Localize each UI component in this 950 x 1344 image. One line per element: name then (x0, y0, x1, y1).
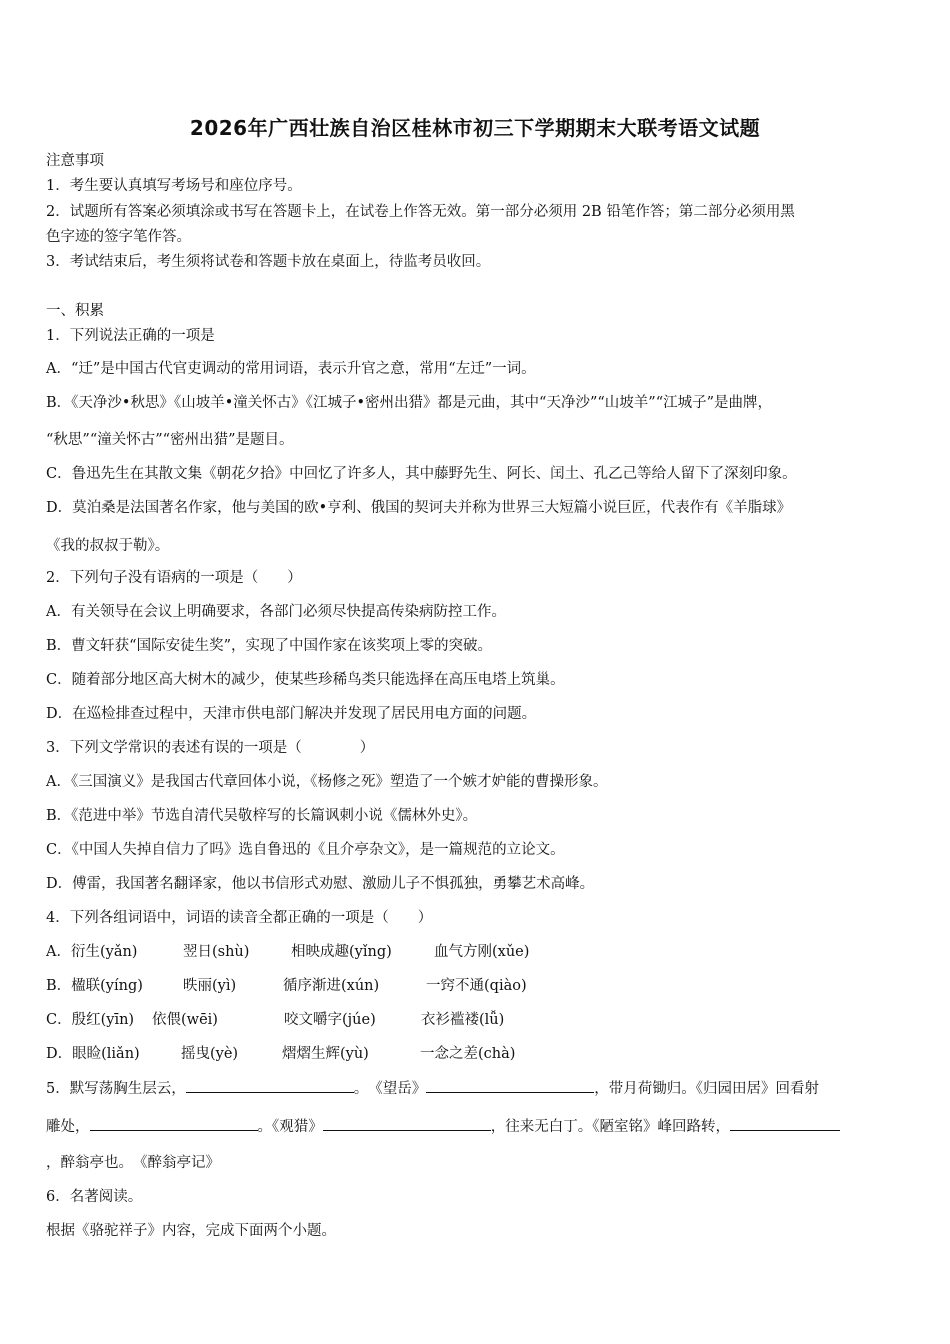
q3-option-b: B．《范进中举》节选自清代吴敬梓写的长篇讽刺小说《儒林外史》。 (46, 808, 478, 824)
q2-option-d: D．在巡检排查过程中，天津市供电部门解决并发现了居民用电方面的问题。 (46, 706, 537, 722)
q1-option-a: A．“迁”是中国古代官吏调动的常用词语，表示升官之意，常用“左迁”一词。 (46, 361, 536, 377)
q1-option-b-cont: “秋思”“潼关怀古”“密州出猎”是题目。 (46, 432, 294, 448)
q3-option-c: C．《中国人失掉自信力了吗》选自鲁迅的《且介亭杂文》，是一篇规范的立论文。 (46, 842, 565, 858)
q1-stem: 1．下列说法正确的一项是 (46, 328, 215, 344)
notice-heading: 注意事项 (46, 153, 104, 169)
q4-word: 衣衫褴褛(lǚ) (421, 1012, 505, 1028)
q3-option-a: A．《三国演义》是我国古代章回体小说，《杨修之死》塑造了一个嫉才妒能的曹操形象。 (46, 774, 608, 790)
q4-word: 翌日(shù) (183, 944, 250, 960)
q4-word: D．眼睑(liǎn) (46, 1046, 140, 1062)
q4-option-a (46, 942, 906, 962)
q4-word: 血气方刚(xǔe) (434, 944, 530, 960)
q5-line-end: ，醉翁亭也。 《醉翁亭记》 (46, 1155, 220, 1171)
q2-option-a: A．有关领导在会议上明确要求，各部门必须尽快提高传染病防控工作。 (46, 604, 506, 620)
q4-word: 循序渐进(xún) (283, 978, 380, 994)
q4-word: 咬文嚼字(júe) (284, 1012, 376, 1028)
q5-text: ，带月荷锄归。《归园田居》回看射 (594, 1081, 819, 1097)
q5-line (46, 1078, 906, 1099)
q1-option-d-cont: 《我的叔叔于勒》。 (46, 538, 170, 554)
q1-option-c: C．鲁迅先生在其散文集《朝花夕拾》中回忆了许多人，其中藤野先生、阿长、闰土、孔乙己等给人留下了深刻印象。 (46, 466, 797, 482)
q4-word: 相映成趣(yǐng) (291, 944, 392, 960)
notice-item: 1．考生要认真填写考场号和座位序号。 (46, 178, 302, 194)
q5-text: 。《观猎》 (257, 1119, 323, 1135)
q1-option-b: B．《天净沙•秋思》《山坡羊•潼关怀古》《江城子•密州出猎》都是元曲，其中“天净沙”“山坡羊”“江城子”是曲牌， (46, 395, 773, 411)
answer-blank[interactable] (90, 1116, 258, 1131)
section-heading: 一、积累 (46, 303, 104, 319)
q4-option-c (46, 1010, 906, 1030)
q4-word: 昳丽(yì) (183, 978, 237, 994)
q4-word: A．衍生(yǎn) (46, 944, 138, 960)
answer-blank[interactable] (323, 1116, 491, 1131)
q2-stem: 2．下列句子没有语病的一项是（ ） (46, 570, 302, 586)
q2-option-b: B．曹文轩获“国际安徒生奖”，实现了中国作家在该奖项上零的突破。 (46, 638, 492, 654)
q2-option-c: C．随着部分地区高大树木的减少，使某些珍稀鸟类只能选择在高压电塔上筑巢。 (46, 672, 565, 688)
answer-blank[interactable] (426, 1078, 594, 1093)
q4-word: 摇曳(yè) (181, 1046, 239, 1062)
q5-text: 雕处， (46, 1119, 90, 1135)
q4-stem: 4．下列各组词语中，词语的读音全都正确的一项是（ ） (46, 910, 433, 926)
q4-word: 一窍不通(qiào) (426, 978, 527, 994)
q5-line (46, 1116, 906, 1137)
q4-word: 一念之差(chà) (420, 1046, 516, 1062)
q4-word: C．殷红(yīn) (46, 1012, 135, 1028)
q4-option-d (46, 1044, 906, 1064)
q3-stem: 3．下列文学常识的表述有误的一项是（ ） (46, 740, 375, 756)
q4-option-b (46, 976, 906, 996)
page-title: 2026年广西壮族自治区桂林市初三下学期期末大联考语文试题 (189, 116, 761, 140)
answer-blank[interactable] (730, 1116, 840, 1131)
q4-word: 熠熠生辉(yù) (282, 1046, 369, 1062)
q6-stem: 6．名著阅读。 (46, 1189, 143, 1205)
q6-intro: 根据《骆驼祥子》内容，完成下面两个小题。 (46, 1223, 336, 1239)
q5-text: 5．默写荡胸生层云， (46, 1081, 186, 1097)
q3-option-d: D．傅雷，我国著名翻译家，他以书信形式劝慰、激励儿子不惧孤独，勇攀艺术高峰。 (46, 876, 595, 892)
notice-item: 2．试题所有答案必须填涂或书写在答题卡上，在试卷上作答无效。第一部分必须用 2B 铅笔作答；第二部分必须用黑 (46, 204, 795, 220)
answer-blank[interactable] (186, 1078, 354, 1093)
q1-option-d: D．莫泊桑是法国著名作家，他与美国的欧•亨利、俄国的契诃夫并称为世界三大短篇小说巨匠，代表作有《羊脂球》 (46, 500, 792, 516)
q4-word: B．楹联(yíng) (46, 978, 143, 994)
notice-item: 色字迹的签字笔作答。 (46, 229, 191, 245)
q4-word: 依偎(wēi) (152, 1012, 218, 1028)
q5-text: ，往来无白丁。《陋室铭》峰回路转， (490, 1119, 730, 1135)
notice-item: 3．考试结束后，考生须将试卷和答题卡放在桌面上，待监考员收回。 (46, 254, 491, 270)
q5-text: 。 《望岳》 (353, 1081, 427, 1097)
